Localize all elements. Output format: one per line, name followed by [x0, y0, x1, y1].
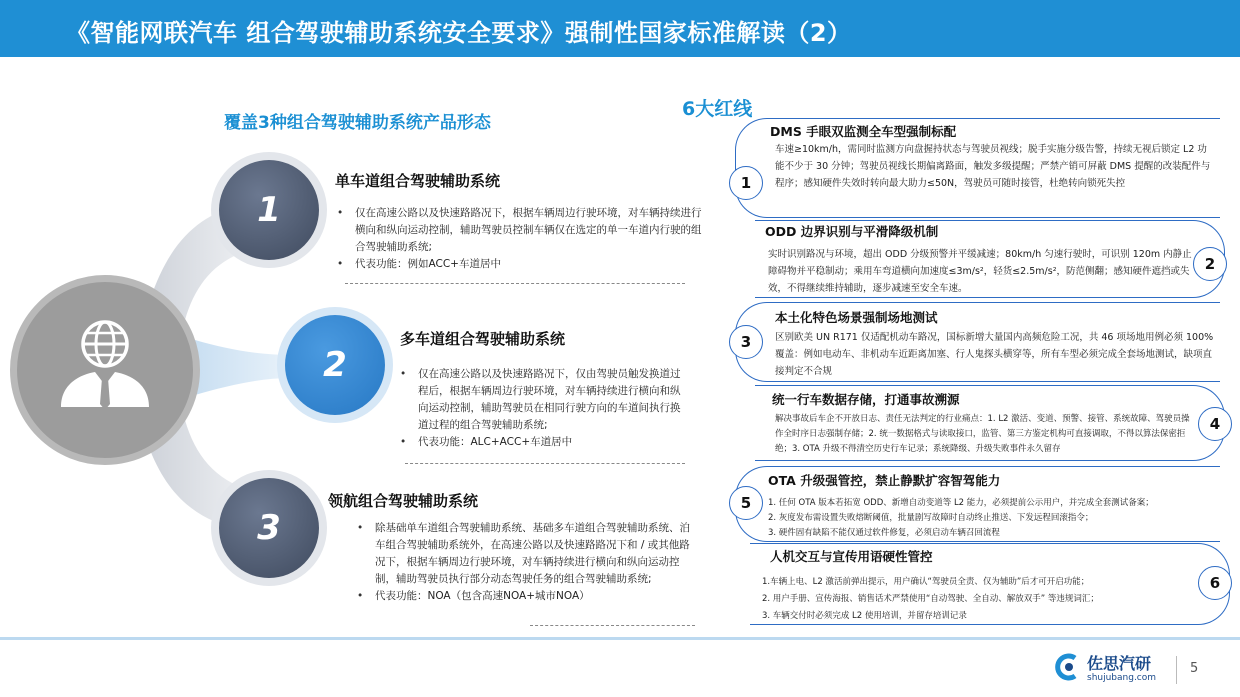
system-bullets-2: [398, 366, 688, 451]
system-3-bullet-2: • 代表功能：NOA（包含高速NOA+城市NOA）: [355, 588, 690, 605]
redline-6-line-2: 2. 用户手册、宣传海报、销售话术严禁使用“自动驾驶、全自动、解放双手” 等违规词汇；: [762, 594, 1099, 604]
redline-title-5: OTA 升级强管控，禁止静默扩容智驾能力: [768, 473, 1001, 488]
redline-number-3: 3: [729, 325, 763, 359]
redline-number-4: 4: [1198, 407, 1232, 441]
footer-separator: [1176, 656, 1177, 684]
brand-name: 佐思汽研: [1087, 654, 1152, 673]
system-3-bullet-1: • 除基础单车道组合驾驶辅助系统、基础多车道组合驾驶辅助系统、泊车组合驾驶辅助系统外，在高速公路以及快速路路况下和 / 或其他路况下，根据车辆周边行驶环境，对车辆持续进行横向和纵向运动控制，辅助驾驶员执行部分动态驾驶任务的组合驾驶辅助系统;: [355, 520, 690, 588]
system-title-2: 多车道组合驾驶辅助系统: [400, 330, 566, 348]
system-1-bullet-2: • 代表功能：例如ACC+车道居中: [335, 256, 710, 273]
system-bullets-1: [335, 205, 710, 273]
redline-text-2: 实时识别路况与环境，超出 ODD 分级预警并平缓减速；80km/h 匀速行驶时，可识别 120m 内静止障碍物并平稳制动；乘用车弯道横向加速度≤3m/s²，轻货≤2.5m/s²，防范侧翻；感知硬件遮挡或失效，不得继续维持辅助，逐步减速至安全车速。: [768, 249, 1192, 294]
divider-2: [405, 463, 685, 464]
footer-line: [0, 637, 1240, 640]
redline-text-4: 解决事故后车企不开放日志、责任无法判定的行业痛点：1. L2 激活、变道、预警、接管、系统故障、驾驶员操作全时序日志强制存储；2. 统一数据格式与读取接口，监管、第三方鉴定机构可直接调取，不得以算法保密拒绝；3. OTA 升级不得清空历史行车记录；系统降级、升级失败事件永久留存: [775, 414, 1190, 454]
redline-number-5: 5: [729, 486, 763, 520]
system-bullets-3: [355, 520, 690, 605]
connector-2: [195, 340, 292, 395]
center-circle: [10, 275, 200, 465]
divider-1: [345, 283, 685, 284]
redline-title-3: 本土化特色场景强制场地测试: [775, 310, 938, 325]
redline-section-title: 6大红线: [682, 98, 753, 120]
redline-text-1: 车速≥10km/h，需同时监测方向盘握持状态与驾驶员视线；脱手实施分级告警，持续无视后锁定 L2 功能不少于 30 分钟；驾驶员视线长期偏离路面，触发多级提醒；严禁产销可屏蔽 DMS 提醒的改装配件与程序；感知硬件失效时转向最大助力≤50N，驾驶员可随时接管，杜绝转向锁死失控: [775, 144, 1211, 189]
system-number-1: 1: [219, 160, 319, 260]
redline-number-1: 1: [729, 166, 763, 200]
redline-number-6: 6: [1198, 566, 1232, 600]
redline-5-line-2: 2. 灰度发布需设置失败熔断阈值，批量剧写故障时自动终止推送、下发远程回滚指令；: [768, 513, 1094, 523]
system-2-bullet-2: • 代表功能：ALC+ACC+车道居中: [398, 434, 688, 451]
coverage-section-title: 覆盖3种组合驾驶辅助系统产品形态: [224, 113, 491, 133]
redline-title-2: ODD 边界识别与平滑降级机制: [765, 224, 939, 239]
redline-5-line-3: 3. 硬件固有缺陷不能仅通过软件修复，必须启动车辆召回流程: [768, 528, 1000, 538]
system-2-bullet-1: • 仅在高速公路以及快速路路况下，仅由驾驶员触发换道过程后，根据车辆周边行驶环境，对车辆持续进行横向和纵向运动控制，辅助驾驶员在相同行驶方向的车道间执行换道过程的组合驾驶辅助系统;: [398, 366, 688, 434]
zuosi-logo-icon: [1053, 652, 1083, 682]
redline-6-line-3: 3. 车辆交付时必须完成 L2 使用培训，并留存培训记录: [762, 611, 967, 621]
redline-title-1: DMS 手眼双监测全车型强制标配: [770, 124, 957, 139]
redline-text-3: 区别欧美 UN R171 仅适配机动车路况，国标新增大量国内高频危险工况，共 46 项场地用例必须 100% 覆盖：例如电动车、非机动车近距离加塞、行人鬼探头横穿等，所有车型必须完成全套场地测试，缺项直接判定不合规: [775, 332, 1214, 377]
redline-number-2: 2: [1193, 247, 1227, 281]
slide-title: 《智能网联汽车 组合驾驶辅助系统安全要求》强制性国家标准解读（2）: [66, 19, 852, 47]
system-number-2: 2: [285, 315, 385, 415]
globe-person-icon: [17, 282, 193, 458]
redline-5-line-1: 1. 任何 OTA 版本若拓宽 ODD、新增自动变道等 L2 能力，必须提前公示用户，并完成全套测试备案；: [768, 498, 1154, 508]
redline-text-6: [762, 575, 1192, 624]
system-title-3: 领航组合驾驶辅助系统: [328, 492, 479, 510]
brand-url: shujubang.com: [1087, 673, 1157, 683]
divider-3: [530, 625, 695, 626]
redline-text-5: [768, 496, 1208, 541]
redline-6-line-1: 1.车辆上电、L2 激活前弹出提示，用户确认“驾驶员全责、仅为辅助”后才可开启功能；: [762, 577, 1090, 587]
page-number: 5: [1190, 661, 1199, 676]
redline-title-6: 人机交互与宣传用语硬性管控: [770, 549, 933, 564]
system-1-bullet-1: • 仅在高速公路以及快速路路况下，根据车辆周边行驶环境，对车辆持续进行横向和纵向运动控制，辅助驾驶员控制车辆仅在选定的单一车道内行驶的组合驾驶辅助系统;: [335, 205, 710, 256]
redline-title-4: 统一行车数据存储，打通事故溯源: [772, 392, 960, 407]
system-number-3: 3: [219, 478, 319, 578]
system-title-1: 单车道组合驾驶辅助系统: [335, 172, 501, 190]
